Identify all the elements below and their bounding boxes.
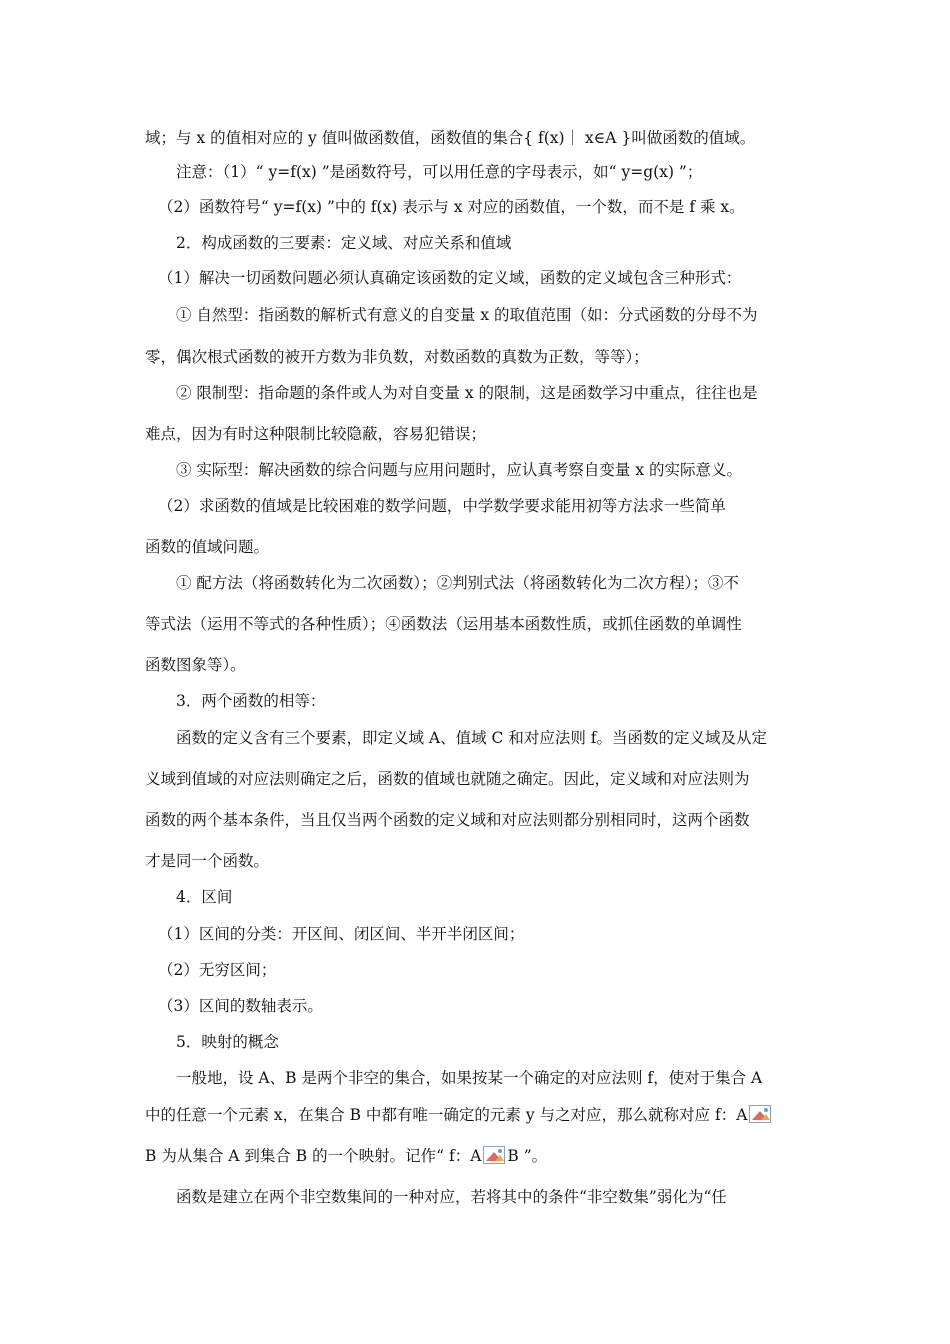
section-heading: 3．两个函数的相等：	[176, 692, 326, 710]
text-line: 才是同一个函数。	[145, 852, 270, 870]
text-line: 函数图象等）。	[145, 656, 246, 674]
line-text: 中的任意一个元素 x，在集合 B 中都有唯一确定的元素 y 与之对应，那么就称对应 f：A	[145, 1106, 748, 1124]
text-line: ② 限制型：指命题的条件或人为对自变量 x 的限制，这是函数学习中重点，往往也是	[176, 384, 758, 402]
section-heading: 2．构成函数的三要素：定义域、对应关系和值域	[176, 234, 512, 252]
text-line	[145, 1146, 810, 1166]
text-line: （2）无穷区间；	[158, 961, 277, 979]
text-line	[145, 1105, 810, 1125]
text-line: （2）函数符号“ y=f(x) ”中的 f(x) 表示与 x 对应的函数值，一个数，而不是 f 乘 x。	[158, 198, 745, 216]
text-line: 等式法（运用不等式的各种性质）；④函数法（运用基本函数性质，或抓住函数的单调性	[145, 615, 742, 633]
broken-image-icon	[483, 1146, 505, 1164]
text-line: （1）解决一切函数问题必须认真确定该函数的定义域，函数的定义域包含三种形式：	[158, 269, 742, 287]
section-heading: 4．区间	[176, 888, 233, 906]
text-line: （2）求函数的值域是比较困难的数学问题，中学数学要求能用初等方法求一些简单	[158, 497, 726, 515]
broken-image-icon	[749, 1105, 771, 1123]
text-line: 函数的值域问题。	[145, 538, 270, 556]
line-text-after: B ”。	[507, 1147, 548, 1165]
text-line: 难点，因为有时这种限制比较隐蔽，容易犯错误；	[145, 425, 487, 443]
text-line: ① 配方法（将函数转化为二次函数）；②判别式法（将函数转化为二次方程）；③不	[176, 574, 739, 592]
text-line: 注意：（1）“ y=f(x) ”是函数符号，可以用任意的字母表示，如“ y=g(x) ”；	[176, 163, 703, 181]
text-line: 函数的两个基本条件，当且仅当两个函数的定义域和对应法则都分别相同时，这两个函数	[145, 811, 750, 829]
text-line: 零，偶次根式函数的被开方数为非负数，对数函数的真数为正数，等等）；	[145, 348, 649, 366]
text-line: 义域到值域的对应法则确定之后，函数的值域也就随之确定。因此，定义域和对应法则为	[145, 770, 750, 788]
line-text-before: B 为从集合 A 到集合 B 的一个映射。记作“ f：A	[145, 1147, 482, 1165]
text-line: 函数的定义含有三个要素，即定义域 A、值域 C 和对应法则 f。当函数的定义域及从定	[176, 729, 768, 747]
text-line: 函数是建立在两个非空数集间的一种对应，若将其中的条件“非空数集”弱化为“任	[176, 1188, 727, 1206]
text-line: （1）区间的分类：开区间、闭区间、半开半闭区间；	[158, 925, 525, 943]
text-line: ① 自然型：指函数的解析式有意义的自变量 x 的取值范围（如：分式函数的分母不为	[176, 306, 758, 324]
text-line: ③ 实际型：解决函数的综合问题与应用问题时，应认真考察自变量 x 的实际意义。	[176, 461, 743, 479]
text-line: 域；与 x 的值相对应的 y 值叫做函数值，函数值的集合{ f(x)｜ x∈A }叫做函数的值域。	[145, 129, 756, 147]
section-heading: 5．映射的概念	[176, 1033, 279, 1051]
text-line: 一般地，设 A、B 是两个非空的集合，如果按某一个确定的对应法则 f，使对于集合 A	[176, 1069, 763, 1087]
text-line: （3）区间的数轴表示。	[158, 997, 323, 1015]
